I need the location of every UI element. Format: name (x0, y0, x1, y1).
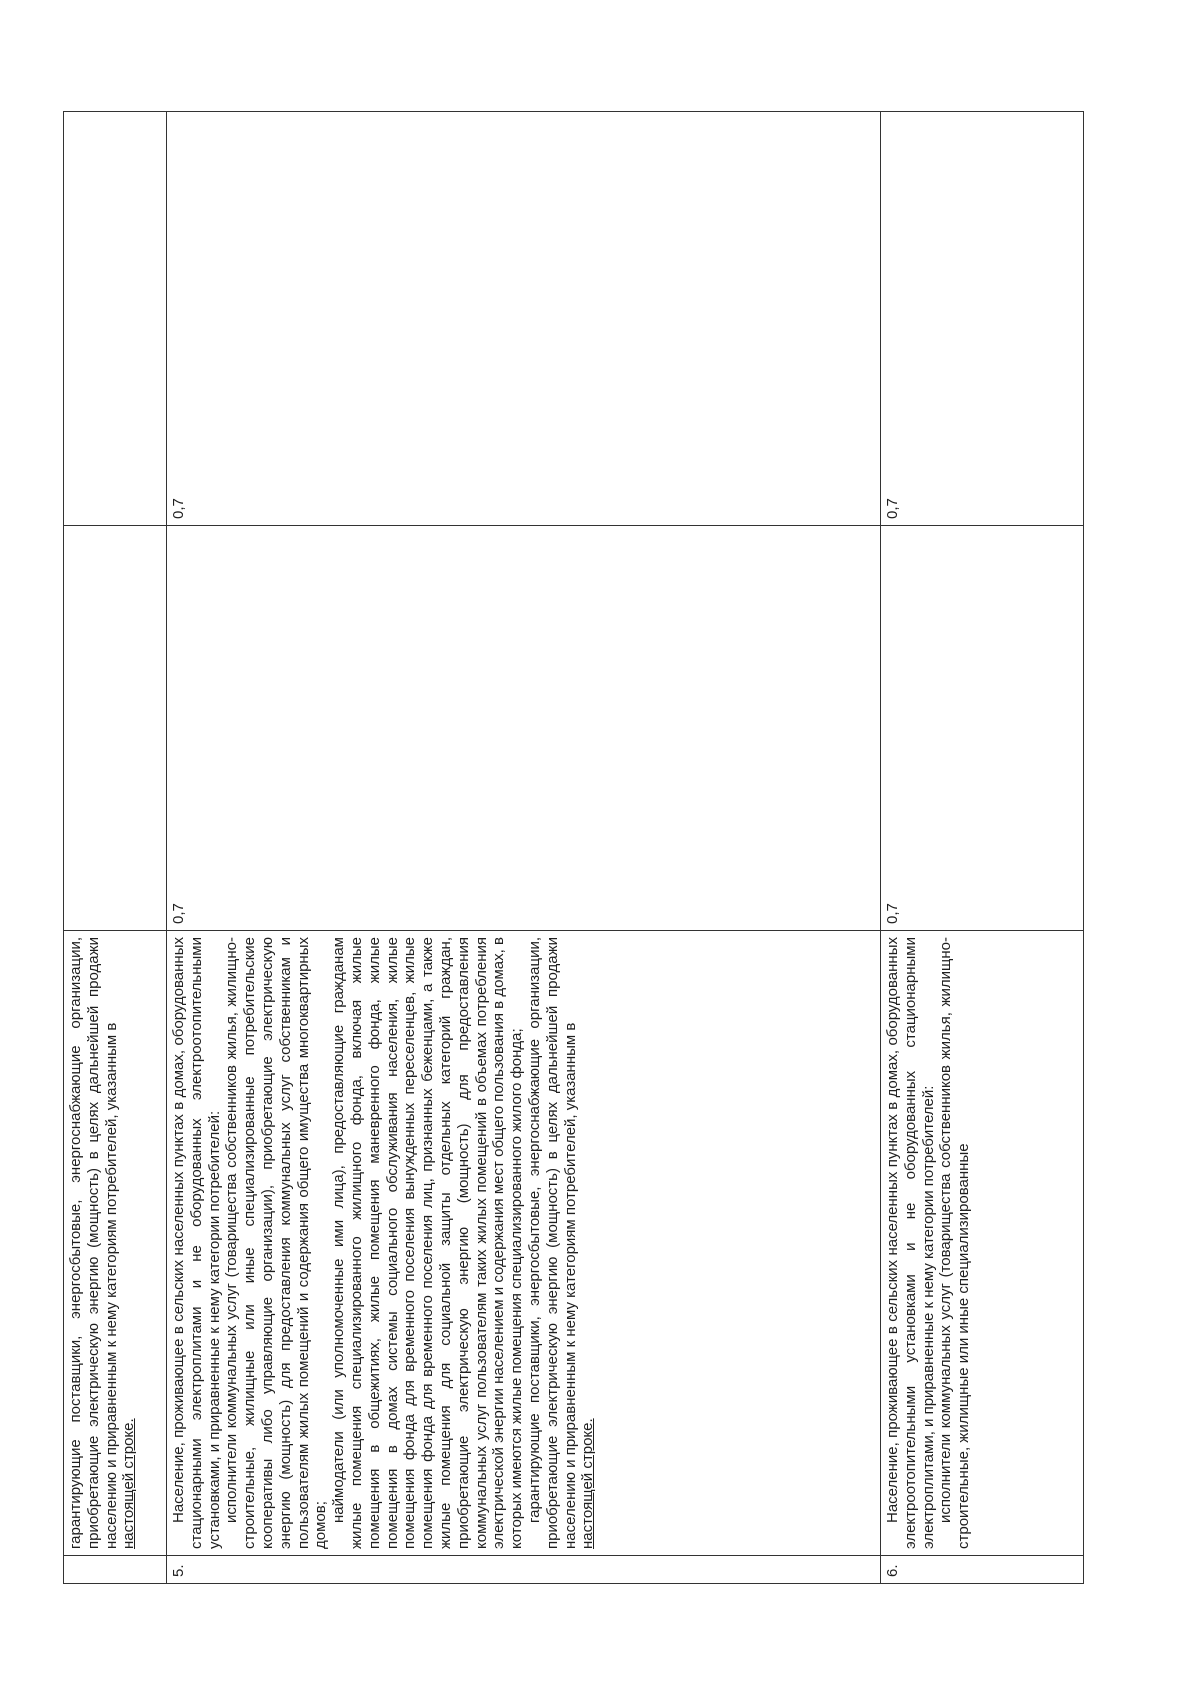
value-cell: 0,7 (881, 112, 1084, 526)
number-cell (64, 1556, 167, 1584)
row-number: 5. (167, 1556, 881, 1584)
paragraph: наймодатели (или уполномоченные ими лица), предоставляющие гражданам жилые помещения специализированного жилищного фонда, включая жилые помещения в общежитиях, жилые помещения маневренного фонда, жилые помещения в домах системы социального обслуживания населения, жилые помещения фонда для временного поселения вынужденных переселенцев, жилые помещения фонда для временного поселения лиц, признанных беженцами, а также жилые помещения для социальной защиты отдельных категорий граждан, приобретающие электрическую энергию (мощность) для предоставления коммунальных услуг пользователям таких жилых помещений в объемах потребления электрической энергии населением и содержания мест общего пользования в домах, в которых имеются жилые помещения специализированного жилого фонда; (330, 937, 526, 1549)
description-cell (167, 931, 881, 1556)
table-row (881, 112, 1084, 1584)
description-cell (64, 931, 167, 1556)
rotated-table-container (63, 112, 1083, 1584)
text-line: настоящей строке. (579, 1418, 597, 1549)
value-cell (64, 112, 167, 526)
value-cell: 0,7 (167, 112, 881, 526)
continuation-text (67, 937, 120, 1549)
paragraph: исполнители коммунальных услуг (товарищества собственников жилья, жилищно-строительные, жилищные или иные специализированные (937, 937, 973, 1549)
table-row (167, 112, 881, 1584)
value-cell (64, 526, 167, 931)
text-line: настоящей строке. (120, 1418, 138, 1549)
paragraph: исполнители коммунальных услуг (товарищества собственников жилья, жилищно-строительные, жилищные или иные специализированные потребительские кооперативы либо управляющие организации), приобретающие электрическую энергию (мощность) для предоставления коммунальных услуг собственникам и пользователям жилых помещений и содержания общего имущества многоквартирных домов; (223, 937, 330, 1549)
tariff-table (63, 111, 1084, 1584)
table-row (64, 112, 167, 1584)
paragraph: гарантирующие поставщики, энергосбытовые, энергоснабжающие организации, приобретающие электрическую энергию (мощность) в целях дальнейшей продажи населению и приравненным к нему категориям потребителей, указанным в (525, 937, 579, 1549)
text-line: гарантирующие поставщики, энергосбытовые, энергоснабжающие организации, (67, 937, 84, 1549)
value-cell: 0,7 (881, 526, 1084, 931)
text-line: приобретающие электрическую энергию (мощность) в целях дальнейшей продажи (84, 937, 102, 1549)
paragraph: Население, проживающее в сельских населенных пунктах в домах, оборудованных электроотопительными установками и не оборудованных стационарными электроплитами, и приравненные к нему категории потребителей: (884, 937, 937, 1549)
description-cell (881, 931, 1084, 1556)
value-cell: 0,7 (167, 526, 881, 931)
row-number: 6. (881, 1556, 1084, 1584)
text-line: населению и приравненным к нему категориям потребителей, указанным в (102, 1022, 120, 1549)
paragraph: Население, проживающее в сельских населенных пунктах в домах, оборудованных стационарными электроплитами и не оборудованных электроотопительными установками, и приравненные к нему категории потребителей: (170, 937, 223, 1549)
